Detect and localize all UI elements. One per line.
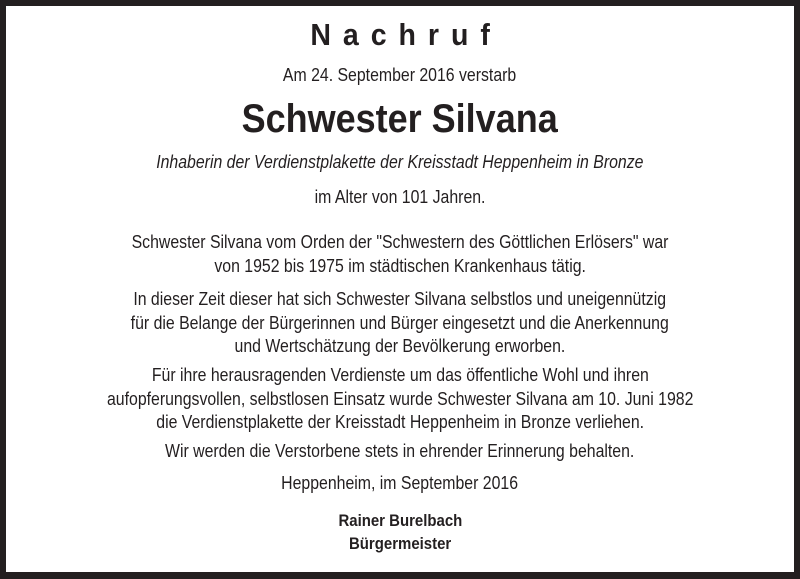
paragraph-remembrance [6, 440, 794, 464]
paragraph-line: Wir werden die Verstorbene stets in ehrender Erinnerung behalten. [165, 441, 635, 461]
paragraph-service [6, 231, 794, 278]
paragraph-line: Schwester Silvana vom Orden der "Schwestern des Göttlichen Erlösers" war [131, 232, 669, 252]
obituary-notice [6, 6, 794, 572]
paragraph-line: die Verdienstplakette der Kreisstadt Heppenheim in Bronze verliehen. [156, 412, 644, 432]
deceased-name: Schwester Silvana [241, 97, 559, 141]
honor-subtitle: Inhaberin der Verdienstplakette der Kreisstadt Heppenheim in Bronze [156, 152, 644, 172]
paragraph-line: In dieser Zeit dieser hat sich Schwester Silvana selbstlos und uneigennützig [133, 289, 667, 309]
paragraph-line: Für ihre herausragenden Verdienste um das öffentliche Wohl und ihren [151, 365, 649, 385]
notice-heading: Nachruf [310, 17, 503, 52]
place-date: Heppenheim, im September 2016 [281, 473, 519, 493]
signer-title: Bürgermeister [348, 534, 452, 553]
paragraph-line: für die Belange der Bürgerinnen und Bürger eingesetzt und die Anerkennung [130, 312, 670, 333]
paragraph-line: und Wertschätzung der Bevölkerung erworben. [234, 336, 566, 356]
age-line: im Alter von 101 Jahren. [314, 187, 486, 207]
death-date-line: Am 24. September 2016 verstarb [283, 65, 517, 85]
paragraph-award [6, 364, 794, 435]
paragraph-line: aufopferungsvollen, selbstlosen Einsatz wurde Schwester Silvana am 10. Juni 1982 [106, 388, 694, 409]
paragraph-dedication [6, 288, 794, 359]
paragraph-line: von 1952 bis 1975 im städtischen Krankenhaus tätig. [214, 255, 586, 276]
signer-name: Rainer Burelbach [338, 511, 462, 530]
